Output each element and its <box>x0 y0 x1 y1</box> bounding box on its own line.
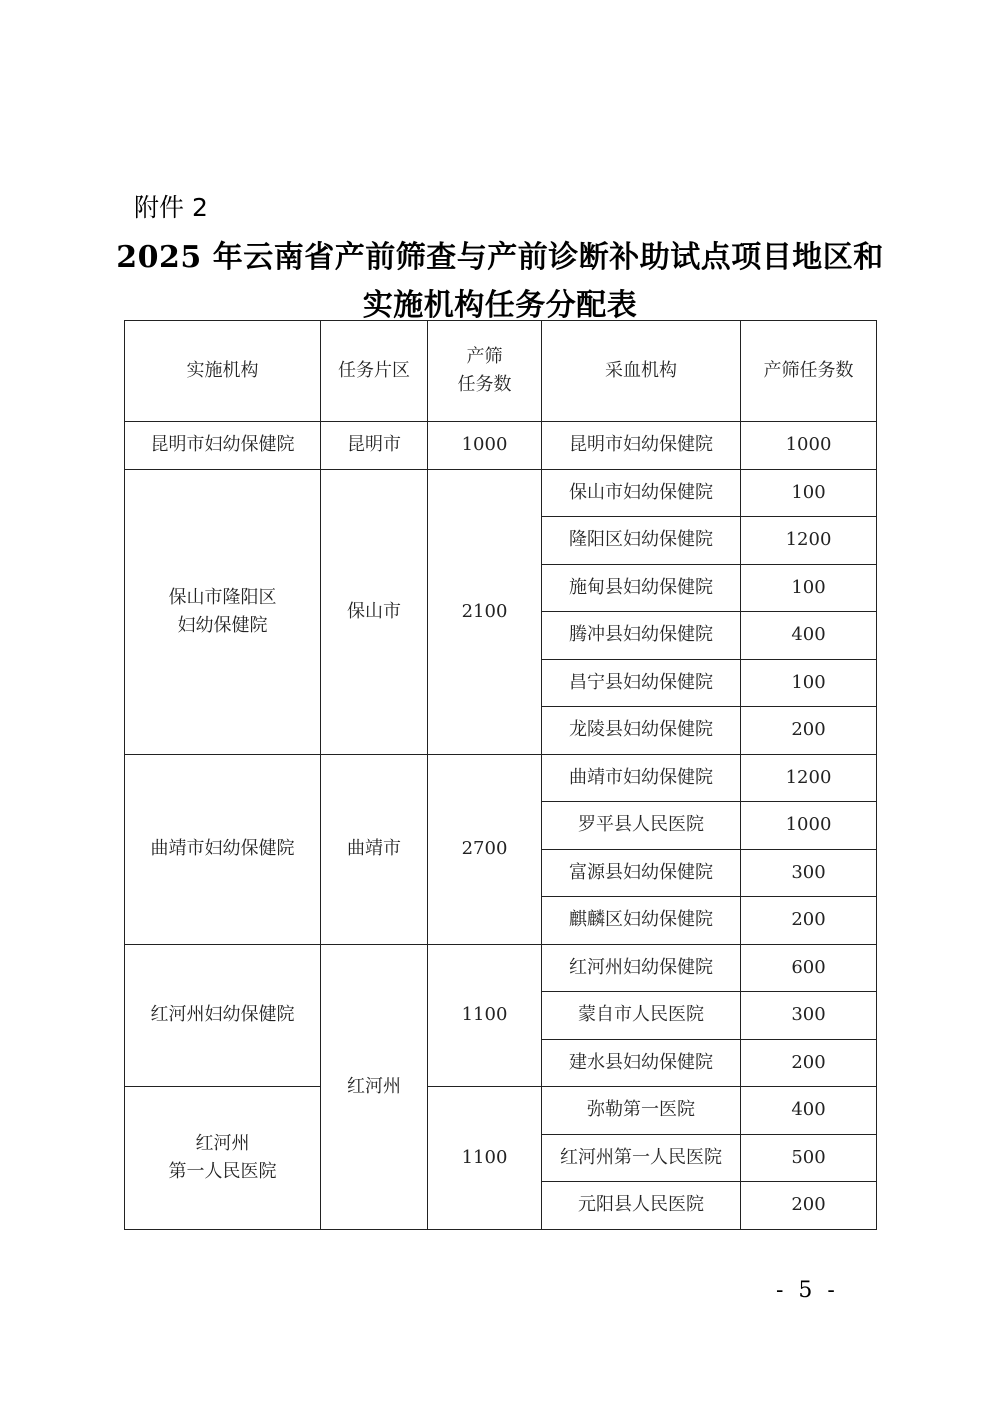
blood-org-cell: 腾冲县妇幼保健院 <box>542 612 741 660</box>
blood-count-cell: 100 <box>741 659 877 707</box>
blood-count-cell: 400 <box>741 1087 877 1135</box>
blood-org-cell: 麒麟区妇幼保健院 <box>542 897 741 945</box>
region-cell: 曲靖市 <box>321 754 428 944</box>
institution-line: 红河州 <box>195 1132 250 1154</box>
institution-line: 妇幼保健院 <box>177 614 268 636</box>
blood-org-cell: 红河州妇幼保健院 <box>542 944 741 992</box>
header-region: 任务片区 <box>321 321 428 422</box>
blood-count-cell: 1200 <box>741 754 877 802</box>
header-task-line-2: 任务数 <box>457 374 512 395</box>
blood-count-cell: 1000 <box>741 422 877 470</box>
region-cell: 红河州 <box>321 944 428 1229</box>
blood-org-cell: 富源县妇幼保健院 <box>542 849 741 897</box>
header-blood-task: 产筛任务数 <box>741 321 877 422</box>
region-cell: 昆明市 <box>321 422 428 470</box>
blood-count-cell: 500 <box>741 1134 877 1182</box>
institution-line: 第一人民医院 <box>168 1160 277 1182</box>
blood-count-cell: 300 <box>741 849 877 897</box>
region-cell: 保山市 <box>321 469 428 754</box>
blood-count-cell: 100 <box>741 469 877 517</box>
blood-count-cell: 200 <box>741 897 877 945</box>
page-number: - 5 - <box>776 1278 839 1303</box>
blood-org-cell: 昌宁县妇幼保健院 <box>542 659 741 707</box>
institution-cell: 红河州妇幼保健院 <box>125 944 321 1087</box>
institution-line: 保山市隆阳区 <box>168 586 277 608</box>
blood-count-cell: 200 <box>741 1182 877 1230</box>
table-row <box>125 469 877 517</box>
blood-count-cell: 1000 <box>741 802 877 850</box>
blood-count-cell: 600 <box>741 944 877 992</box>
institution-cell <box>125 469 321 754</box>
institution-cell: 昆明市妇幼保健院 <box>125 422 321 470</box>
task-allocation-table <box>124 320 877 1230</box>
blood-org-cell: 昆明市妇幼保健院 <box>542 422 741 470</box>
header-row <box>125 321 877 422</box>
blood-org-cell: 施甸县妇幼保健院 <box>542 564 741 612</box>
blood-org-cell: 建水县妇幼保健院 <box>542 1039 741 1087</box>
task-cell: 1000 <box>428 422 542 470</box>
institution-cell <box>125 1087 321 1230</box>
task-cell: 2100 <box>428 469 542 754</box>
title-line-1: 2025 年云南省产前筛查与产前诊断补助试点项目地区和 <box>116 240 884 275</box>
attachment-label: 附件 2 <box>134 193 208 222</box>
blood-org-cell: 隆阳区妇幼保健院 <box>542 517 741 565</box>
blood-count-cell: 200 <box>741 1039 877 1087</box>
blood-org-cell: 弥勒第一医院 <box>542 1087 741 1135</box>
blood-count-cell: 300 <box>741 992 877 1040</box>
task-cell: 2700 <box>428 754 542 944</box>
header-task <box>428 321 542 422</box>
blood-count-cell: 1200 <box>741 517 877 565</box>
task-cell: 1100 <box>428 1087 542 1230</box>
blood-org-cell: 曲靖市妇幼保健院 <box>542 754 741 802</box>
header-institution: 实施机构 <box>125 321 321 422</box>
task-cell: 1100 <box>428 944 542 1087</box>
blood-org-cell: 元阳县人民医院 <box>542 1182 741 1230</box>
blood-count-cell: 400 <box>741 612 877 660</box>
blood-count-cell: 100 <box>741 564 877 612</box>
blood-org-cell: 保山市妇幼保健院 <box>542 469 741 517</box>
blood-org-cell: 红河州第一人民医院 <box>542 1134 741 1182</box>
header-task-line-1: 产筛 <box>466 346 503 367</box>
blood-org-cell: 罗平县人民医院 <box>542 802 741 850</box>
table-row <box>125 944 877 992</box>
table-row <box>125 754 877 802</box>
blood-org-cell: 龙陵县妇幼保健院 <box>542 707 741 755</box>
blood-org-cell: 蒙自市人民医院 <box>542 992 741 1040</box>
table-row <box>125 422 877 470</box>
table-row <box>125 1087 877 1135</box>
header-blood-org: 采血机构 <box>542 321 741 422</box>
blood-count-cell: 200 <box>741 707 877 755</box>
institution-cell: 曲靖市妇幼保健院 <box>125 754 321 944</box>
title-line-2: 实施机构任务分配表 <box>362 288 638 323</box>
